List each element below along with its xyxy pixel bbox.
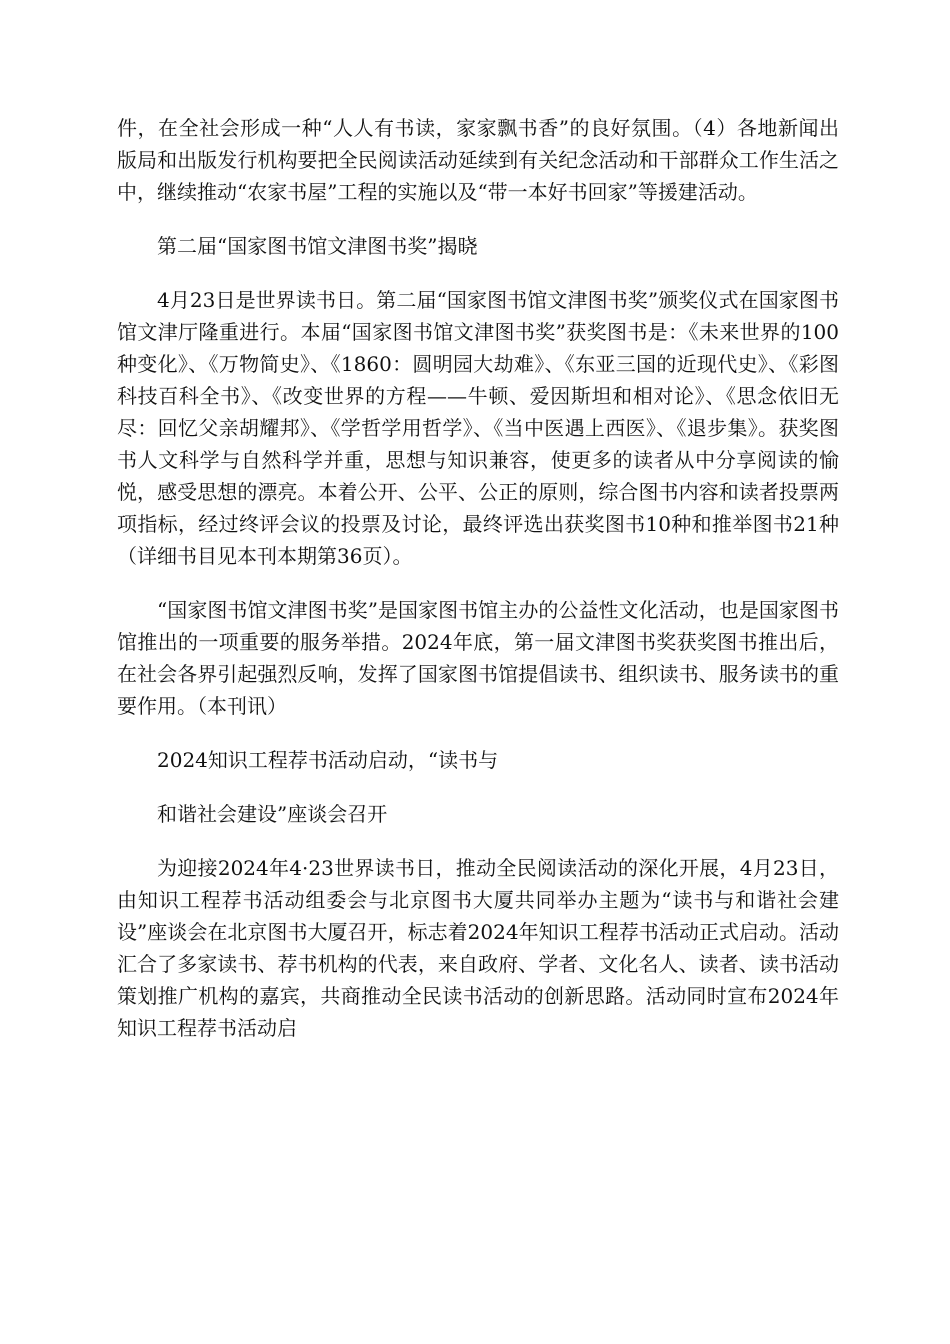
paragraph-reading-measures: 件，在全社会形成一种“人人有书读，家家飘书香”的良好氛围。（4）各地新闻出版局和出版发行机构要把全民阅读活动延续到有关纪念活动和干部群众工作生活之中，继续推动“农家书屋”工程的实施以及“带一本好书回家”等援建活动。	[117, 116, 839, 204]
section-heading-knowledge-project-line1: 2024知识工程荐书活动启动，“读书与	[157, 748, 499, 772]
document-page	[117, 112, 839, 1066]
paragraph-award-ceremony: 4月23日是世界读书日。第二届“国家图书馆文津图书奖”颁奖仪式在国家图书馆文津厅隆重进行。本届“国家图书馆文津图书奖”获奖图书是：《未来世界的100种变化》、《万物简史》、《1860：圆明园大劫难》、《东亚三国的近现代史》、《彩图科技百科全书》、《改变世界的方程——牛顿、爱因斯坦和相对论》、《思念依旧无尽：回忆父亲胡耀邦》、《学哲学用哲学》、《当中医遇上西医》、《退步集》。获奖图书人文科学与自然科学并重，思想与知识兼容，使更多的读者从中分享阅读的愉悦，感受思想的漂亮。本着公开、公平、公正的原则，综合图书内容和读者投票两项指标，经过终评会议的投票及讨论，最终评选出获奖图书10种和推举图书21种（详细书目见本刊本期第36页）。	[117, 288, 839, 568]
paragraph-forum-launch: 为迎接2024年4·23世界读书日，推动全民阅读活动的深化开展，4月23日，由知识工程荐书活动组委会与北京图书大厦共同举办主题为“读书与和谐社会建设”座谈会在北京图书大厦召开，标志着2024年知识工程荐书活动正式启动。活动汇合了多家读书、荐书机构的代表，来自政府、学者、文化名人、读者、读书活动策划推广机构的嘉宾，共商推动全民读书活动的创新思路。活动同时宣布2024年知识工程荐书活动启	[117, 856, 839, 1040]
paragraph-award-description: “国家图书馆文津图书奖”是国家图书馆主办的公益性文化活动，也是国家图书馆推出的一项重要的服务举措。2024年底，第一届文津图书奖获奖图书推出后，在社会各界引起强烈反响，发挥了国家图书馆提倡读书、组织读书、服务读书的重要作用。（本刊讯）	[117, 598, 839, 718]
section-heading-wenjin-award: 第二届“国家图书馆文津图书奖”揭晓	[157, 234, 478, 258]
section-heading-knowledge-project-line2: 和谐社会建设”座谈会召开	[157, 802, 388, 826]
